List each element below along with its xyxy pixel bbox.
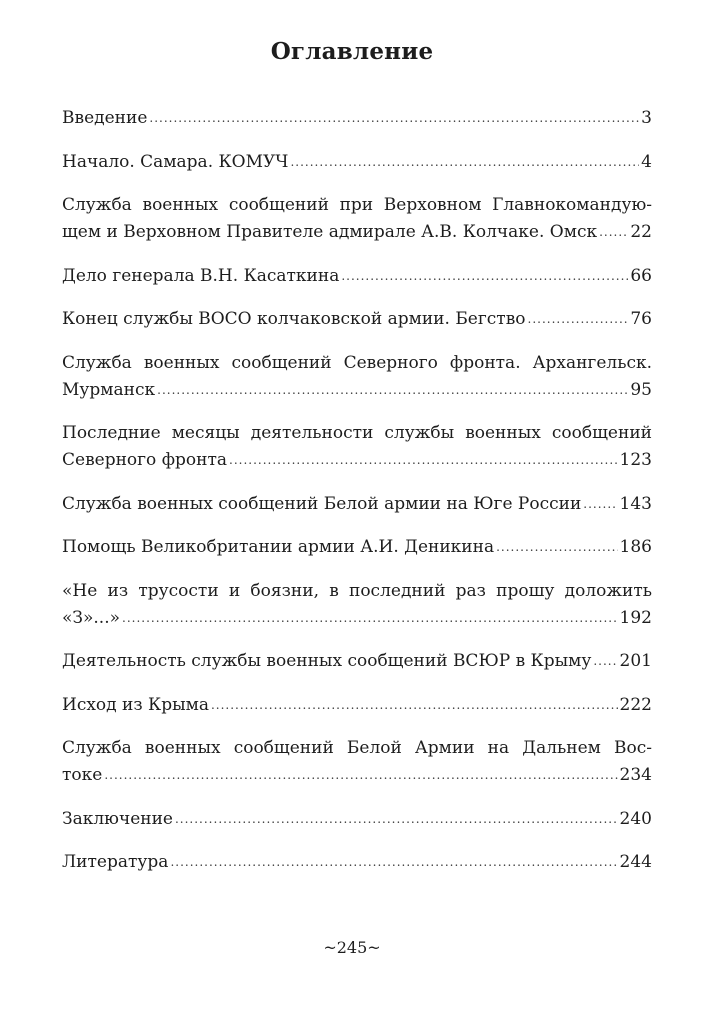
toc-entry [62, 192, 652, 247]
dot-leader [229, 447, 618, 474]
toc-entry-title-line: Последние месяцы деятельности службы военных сообщений [62, 423, 652, 443]
toc-entry-page-number: 76 [630, 309, 652, 329]
toc-entry-title: Исход из Крыма [62, 694, 209, 715]
toc-entry [62, 692, 652, 720]
toc-entry-page-number: 143 [619, 493, 652, 514]
toc-entry-page-number: 22 [630, 222, 652, 242]
toc-entry-leader-line [62, 263, 652, 291]
toc-entry-leader-line [62, 219, 652, 247]
toc-entry [62, 491, 652, 519]
dot-leader [593, 648, 617, 675]
toc-entry-title: Дело генерала В.Н. Касаткина [62, 265, 340, 286]
toc-entry-title: Северного фронта [62, 450, 227, 470]
toc-entry [62, 105, 652, 133]
toc-entry-page-number: 201 [619, 651, 652, 671]
toc-entry [62, 578, 652, 633]
toc-entry [62, 806, 652, 834]
toc-entry [62, 735, 652, 790]
toc-entry-leader-line [62, 534, 652, 562]
dot-leader [599, 219, 628, 246]
toc-entry-leader-line [62, 648, 652, 676]
dot-leader [211, 692, 618, 719]
toc-entry [62, 306, 652, 334]
toc-entry [62, 534, 652, 562]
toc-entry-title: Деятельность службы военных сообщений ВСЮР в Крыму [62, 651, 592, 671]
toc-entry-page-number: 244 [619, 852, 652, 872]
dot-leader [122, 605, 618, 632]
toc-entry-leader-line [62, 491, 652, 519]
toc-entry-leader-line [62, 447, 652, 475]
toc-entry-title: Начало. Самара. КОМУЧ [62, 151, 289, 172]
toc-entry [62, 350, 652, 405]
toc-entry-page-number: 4 [641, 151, 652, 172]
toc-entry-title: «З»...» [62, 607, 121, 628]
dot-leader [157, 377, 628, 404]
dot-leader [149, 105, 639, 132]
dot-leader [290, 149, 639, 176]
toc-entry-page-number: 66 [630, 265, 652, 286]
toc-entry-title: токе [62, 765, 103, 785]
toc-entry-title-line: Служба военных сообщений Белой Армии на Дальнем Вос- [62, 738, 652, 758]
toc-entry-page-number: 222 [619, 694, 652, 715]
toc-entry-page-number: 95 [630, 379, 652, 400]
toc-entry [62, 263, 652, 291]
toc-entry-title: Заключение [62, 808, 173, 829]
toc-entry-page-number: 3 [641, 108, 652, 128]
toc-entry-title: Служба военных сообщений Белой армии на Юге России [62, 493, 582, 514]
dot-leader [528, 306, 629, 333]
toc-entry-leader-line [62, 377, 652, 405]
toc-entry-leader-line [62, 306, 652, 334]
toc-entry-title: Мурманск [62, 379, 156, 400]
toc-entry-title: Введение [62, 108, 148, 128]
toc-entry-title: щем и Верховном Правителе адмирале А.В. Колчаке. Омск [62, 222, 598, 242]
toc-entry-leader-line [62, 605, 652, 633]
toc-entry-leader-line [62, 692, 652, 720]
toc-entry-page-number: 234 [619, 765, 652, 785]
table-of-contents [62, 105, 652, 877]
toc-entry-title-line: Служба военных сообщений при Верховном Главнокомандую- [62, 195, 652, 215]
dot-leader [496, 534, 617, 561]
page-number: ~245~ [323, 938, 381, 957]
toc-entry-page-number: 186 [619, 537, 652, 557]
toc-entry [62, 420, 652, 475]
page-title: Оглавление [270, 38, 434, 65]
dot-leader [341, 263, 628, 290]
toc-entry [62, 149, 652, 177]
dot-leader [583, 491, 617, 518]
toc-entry [62, 849, 652, 877]
toc-entry-page-number: 240 [619, 808, 652, 829]
toc-entry-leader-line [62, 806, 652, 834]
toc-entry-title-line: «Не из трусости и боязни, в последний раз прошу доложить [62, 580, 652, 601]
dot-leader [104, 762, 617, 789]
toc-entry-title: Помощь Великобритании армии А.И. Деникина [62, 537, 495, 557]
toc-entry-title: Конец службы ВОСО колчаковской армии. Бегство [62, 309, 526, 329]
toc-entry-leader-line [62, 762, 652, 790]
toc-entry-title: Литература [62, 852, 169, 872]
toc-entry-leader-line [62, 149, 652, 177]
dot-leader [175, 806, 618, 833]
dot-leader [170, 849, 617, 876]
toc-entry-page-number: 192 [619, 607, 652, 628]
toc-entry-page-number: 123 [619, 450, 652, 470]
toc-entry-leader-line [62, 849, 652, 877]
toc-entry-leader-line [62, 105, 652, 133]
toc-entry-title-line: Служба военных сообщений Северного фронта. Архангельск. [62, 352, 652, 373]
toc-entry [62, 648, 652, 676]
